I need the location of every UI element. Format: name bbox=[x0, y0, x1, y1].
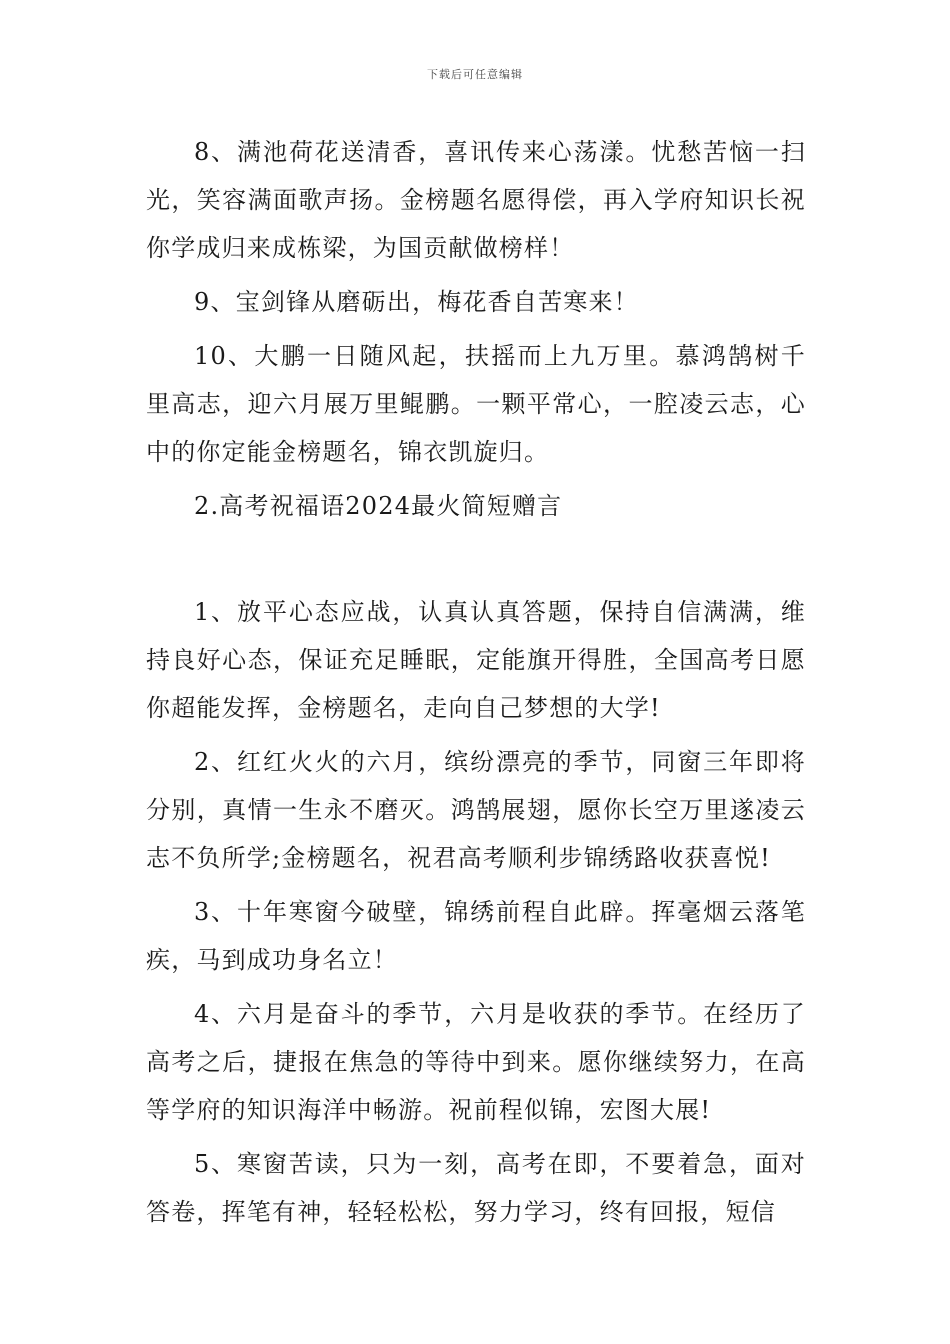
paragraph-4: 4、六月是奋斗的季节，六月是收获的季节。在经历了高考之后，捷报在焦急的等待中到来。愿你继续努力，在高等学府的知识海洋中畅游。祝前程似锦，宏图大展! bbox=[146, 1000, 806, 1124]
paragraph-5: 5、寒窗苦读，只为一刻，高考在即，不要着急，面对答卷，挥笔有神，轻轻松松，努力学习，终有回报，短信 bbox=[146, 1150, 806, 1226]
paragraph-2: 2、红红火火的六月，缤纷漂亮的季节，同窗三年即将分别，真情一生永不磨灭。鸿鹄展翅，愿你长空万里遂凌云志不负所学;金榜题名，祝君高考顺利步锦绣路收获喜悦! bbox=[146, 748, 806, 872]
paragraph-10: 10、大鹏一日随风起，扶摇而上九万里。慕鸿鹄树千里高志，迎六月展万里鲲鹏。一颗平常心，一腔凌云志，心中的你定能金榜题名，锦衣凯旋归。 bbox=[146, 342, 806, 466]
page-header: 下载后可任意编辑 bbox=[427, 68, 523, 81]
paragraph-1: 1、放平心态应战，认真认真答题，保持自信满满，维持良好心态，保证充足睡眠，定能旗开得胜，全国高考日愿你超能发挥，金榜题名，走向自己梦想的大学! bbox=[146, 598, 806, 722]
document-body bbox=[146, 128, 806, 1236]
paragraph-9: 9、宝剑锋从磨砺出，梅花香自苦寒来！ bbox=[194, 288, 639, 316]
paragraph-8: 8、满池荷花送清香，喜讯传来心荡漾。忧愁苦恼一扫光，笑容满面歌声扬。金榜题名愿得偿，再入学府知识长祝你学成归来成栋梁，为国贡献做榜样！ bbox=[146, 138, 806, 262]
paragraph-3: 3、十年寒窗今破壁，锦绣前程自此辟。挥毫烟云落笔疾，马到成功身名立！ bbox=[146, 898, 806, 974]
section-title: 2.高考祝福语2024最火简短赠言 bbox=[194, 492, 563, 520]
